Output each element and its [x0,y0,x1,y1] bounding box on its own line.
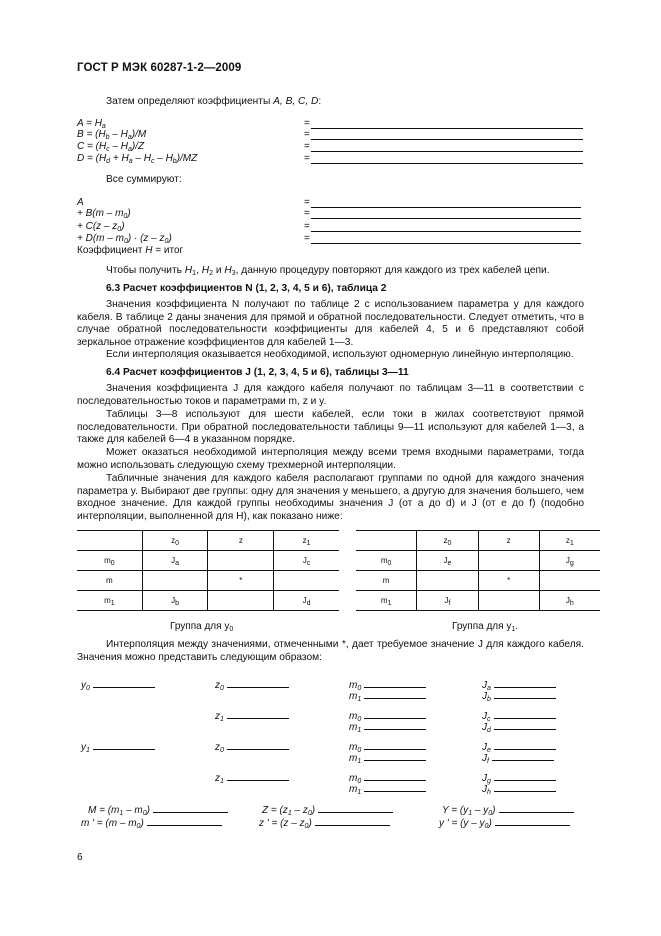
table-cell: $m_1$ [356,591,417,611]
document-page: ГОСТ Р МЭК 60287-1-2—2009 Затем определяют коэффициенты A, B, C, D: $A = H_a$ $B = (H_b - H_a)/M$ $C = (H_c - H_a)/Z$ $D = (H_d + H_a - H_c - H_b)/MZ$ = = = = Все суммируют: A + $B(m - m_0)$ + $C(z - z_0)$ + $D(m - m_0) \cdot (z - z_0)$ Коэффициент H = итог = = = = Чтобы получить $H_1$, $H_2$ и $H_3$, данную процедуру повторяют для каждого из трех кабелей цепи. 6.3 Расчет коэффициентов N (1, 2, 3, 4, 5 и 6), таблица 2 Значения коэффициента N получают по таблице 2 с использованием параметра y для каждого кабеля. В таблице 2 даны значения для прямой и обратной последовательности. Следует отметить, что в случае обратной последовательности коэффициенты для кабелей 4, 5 и 6 представляют собой зеркальное отражение коэффициентов для кабелей 1—3. Если интерполяция оказывается необходимой, используют одномерную линейную интерполяцию. 6.4 Расчет коэффициентов J (1, 2, 3, 4, 5 и 6), таблицы 3—11 Значения коэффициента J для каждого кабеля получают по таблицам 3—11 в соответствии с последовательностью токов и параметрами m, z и y. Таблицы 3—8 используют для шести кабелей, если токи в жилах соответствуют прямой последовательности. При обратной последовательности таблицы 9—11 используют для кабелей 1—3, а также для кабелей 6—4 в указанном порядке. Может оказаться необходимой интерполяция между всеми тремя входными параметрами, тогда можно использовать следующую схему трехмерной интерполяции. Табличные значения для каждого кабеля располагают группами по одной для каждого значения параметра y. Выбирают две группы: одну для значения y меньшего, а другую для значения большего, чем входное значение. Для каждой группы необходимы значения J (от a до d) и J (от e до f) (подобно интерполяции, выполненной для H), как показано ниже: $z_0$ z $z_1$ $m_0$ $J_a$ $J_c$ m * $m_1$ $J_b$ $J_d$ $z_0$ z $z_1$ $m_0$ $J_e$ $J_g$ m * $m_1$ $J_f$ $J_h$ Группа для $y_0$ Группа для $y_1$. Интерполяция между значениями, отмеченными *, дает требуемое значение J для каждого кабеля. Значения можно представить следующим образом: $y_0$ $y_1$ $z_0$ $z_1$ $z_0$ $z_1$ $m_0$ $m_1$ $m_0$ $m_1$ $m_0$ $m_1$ $m_0$ $m_1$ $J_a$ $J_b$ $J_c$ $J_d$ $J_e$ $J_f$ $J_g$ $J_h$ $M = (m_1 - m_0)$ m ' = $(m - m_0)$ $Z = (z_1 - z_0)$ z ' = $(z - z_0)$ $Y = (y_1 - y_0)$ y ' = $(y - y_0)$ 6 [0,0,661,936]
sym-m: $m_0$ [349,772,426,784]
sum-blank [311,231,581,232]
table-caption-y1: Группа для $y_1$. [452,621,519,633]
table-cell [208,591,274,611]
formula-blank [311,151,583,152]
definition: $M = (m_1 - m_0)$ [88,804,228,816]
table-cell: $z_1$ [274,531,339,551]
table-cell: $J_e$ [417,551,478,571]
definition: m ' = $(m - m_0)$ [81,817,222,829]
document-header: ГОСТ Р МЭК 60287-1-2—2009 [77,62,242,74]
sym-y0: $y_0$ [81,679,155,691]
table-cell: $m_0$ [356,551,417,571]
sym-m: $m_0$ [349,741,426,753]
table-cell [142,571,208,591]
sym-m: $m_1$ [349,752,426,764]
table-cell: $J_h$ [539,591,600,611]
sym-m: $m_0$ [349,679,426,691]
sym-j: $J_b$ [482,690,556,702]
sym-z: $z_1$ [215,710,289,722]
section-6-4-p3: Может оказаться необходимой интерполяция между всеми тремя входными параметрами, тогда можно использовать следующую схему трехмерной интерполяции. [77,447,584,471]
section-6-4-p4: Табличные значения для каждого кабеля располагают группами по одной для каждого значения параметра y. Выбирают две группы: одну для значения y меньшего, а другую для значения большего, чем входное значение. Для каждой группы необходимы значения J (от a до d) и J (от e до f) (подобно интерполяции, выполненной для H), как показано ниже: [77,473,584,522]
formula-d: $D = (H_d + H_a - H_c - H_b)/MZ$ [77,153,198,165]
sym-j: $J_a$ [482,679,556,691]
table-cell [478,551,539,571]
sym-j: $J_c$ [482,710,556,722]
sym-z: $z_0$ [215,741,289,753]
definition: y ' = $(y - y_0)$ [439,817,570,829]
sum-blank [311,207,581,208]
sum-total: Коэффициент H = итог [77,245,184,256]
sym-m: $m_1$ [349,721,426,733]
table-cell: $J_g$ [539,551,600,571]
table-cell: $m_0$ [77,551,142,571]
sum-a: A [77,197,84,208]
table-cell: $J_b$ [142,591,208,611]
formula-c: $C = (H_c - H_a)/Z$ [77,141,145,153]
formula-blank [311,128,583,129]
definition: $Z = (z_1 - z_0)$ [262,804,393,816]
section-6-3-p1: Значения коэффициента N получают по таблице 2 с использованием параметра y для каждого кабеля. В таблице 2 даны значения для прямой и обратной последовательности. Следует отметить, что в случае обратной последовательности коэффициенты для кабелей 4, 5 и 6 представляют собой зеркальное отражение коэффициентов для кабелей 1—3. [77,299,584,348]
sym-j: $J_e$ [482,741,556,753]
sum-d: + $D(m - m_0) \cdot (z - z_0)$ [77,233,172,245]
table-cell: $z_0$ [417,531,478,551]
sym-j: $J_f$ [482,752,554,764]
sum-b: + $B(m - m_0)$ [77,208,131,220]
formula-blank [311,139,583,140]
section-6-4-p2: Таблицы 3—8 используют для шести кабелей, если токи в жилах соответствуют прямой последовательности. При обратной последовательности таблицы 9—11 используют для кабелей 1—3, а также для кабелей 6—4 в указанном порядке. [77,409,584,446]
table-caption-y0: Группа для $y_0$ [170,621,234,633]
table-cell [77,531,142,551]
table-cell: $z_0$ [142,531,208,551]
formula-a: $A = H_a$ [77,118,106,130]
interp-note: Интерполяция между значениями, отмеченными *, дает требуемое значение J для каждого кабеля. Значения можно представить следующим образом: [77,639,584,663]
sum-blank [311,218,581,219]
sym-m: $m_1$ [349,783,426,795]
table-cell: m [77,571,142,591]
repeat-text: Чтобы получить $H_1$, $H_2$ и $H_3$, данную процедуру повторяют для каждого из трех кабелей цепи. [106,265,550,277]
definition: z ' = $(z - z_0)$ [259,817,390,829]
sym-y1: $y_1$ [81,741,155,753]
table-cell [478,591,539,611]
sym-j: $J_h$ [482,783,556,795]
sym-z: $z_0$ [215,679,289,691]
table-cell [417,571,478,591]
sym-z: $z_1$ [215,772,289,784]
table-cell: * [208,571,274,591]
table-cell [539,571,600,591]
sum-blank [311,243,581,244]
table-cell: $J_c$ [274,551,339,571]
table-cell: $z_1$ [539,531,600,551]
table-cell: * [478,571,539,591]
page-number: 6 [77,852,83,863]
table-cell: z [478,531,539,551]
formula-b: $B = (H_b - H_a)/M$ [77,129,147,141]
section-6-4-title: 6.4 Расчет коэффициентов J (1, 2, 3, 4, 5 и 6), таблицы 3—11 [106,367,409,378]
table-cell: $m_1$ [77,591,142,611]
intro-end: : [318,96,322,107]
section-6-4-p1: Значения коэффициента J для каждого кабеля получают по таблицам 3—11 в соответствии с последовательностью токов и параметрами m, z и y. [77,383,584,407]
definition: $Y = (y_1 - y_0)$ [442,804,574,816]
sym-j: $J_d$ [482,721,556,733]
table-cell: $J_f$ [417,591,478,611]
table-cell [356,531,417,551]
sum-c: + $C(z - z_0)$ [77,221,125,233]
sym-m: $m_1$ [349,690,426,702]
group-table-y1 [356,530,600,611]
table-cell: m [356,571,417,591]
table-cell: z [208,531,274,551]
intro-coefs: A, B, C, D [273,96,319,107]
section-6-3-title: 6.3 Расчет коэффициентов N (1, 2, 3, 4, 5 и 6), таблица 2 [106,283,387,294]
formula-blank [311,163,583,164]
group-table-y0 [77,530,339,611]
table-cell: $J_d$ [274,591,339,611]
section-6-3-p2: Если интерполяция оказывается необходимой, используют одномерную линейную интерполяцию. [106,349,574,360]
intro-text: Затем определяют коэффициенты [106,96,274,107]
table-cell [274,571,339,591]
table-cell: $J_a$ [142,551,208,571]
sym-m: $m_0$ [349,710,426,722]
sum-label: Все суммируют: [106,174,182,185]
sym-j: $J_g$ [482,772,556,784]
table-cell [208,551,274,571]
intro-line [106,96,321,109]
